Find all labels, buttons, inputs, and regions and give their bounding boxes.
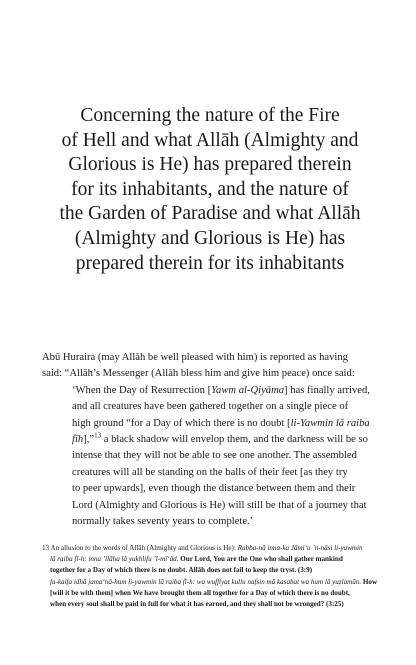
quote-text: ‘When the Day of Resurrection [ [72, 384, 212, 396]
footnote-reference[interactable]: 13 [94, 431, 102, 440]
footnote-translation: when every soul shall be paid in full for what it has earned, and they shall not be wronged? [50, 600, 325, 609]
footnotes [42, 543, 390, 610]
footnote-verse-ref: (3:9) [296, 566, 313, 575]
chapter-title-line: the Garden of Paradise and what Allāh [59, 203, 361, 225]
quote-transliteration: Yawm al-Qiyāma [211, 384, 285, 396]
footnote-line [42, 543, 390, 554]
chapter-title [40, 104, 380, 276]
quote-text: high ground “for a Day of which there is no doubt [ [72, 417, 291, 429]
footnote-line [42, 554, 390, 565]
footnote-transliteration: Rabba-nā inna-ka Jāmi‘u ’n-nāsi li-yawmin [237, 544, 363, 552]
footnote-verse-ref: (3:25) [324, 600, 344, 609]
quote-line: to peer upwards], even though the distance between them and their [72, 483, 356, 495]
quote-line: creatures will all be standing on the balls of their feet [as they try [72, 466, 348, 478]
footnote-transliteration: fa-kaifa idhā jama‘nā-hum li-yawmin lā raiba fī-h: wa wuffiyat kullu nafsin mā kasabat wa hum lā yuẓlamūn. [50, 577, 362, 586]
quote-line [72, 416, 390, 432]
footnote-translation: together for a Day of which there is no doubt. Allāh does not fail to keep the tryst. [50, 566, 297, 575]
chapter-title-line: of Hell and what Allāh (Almighty and [61, 129, 359, 151]
footnote-line [42, 588, 390, 599]
footnote-line [42, 599, 390, 610]
quote-line: intense that they will not be able to see one another. The assembled [72, 450, 357, 462]
quote-text: ] has finally arrived, [284, 384, 370, 396]
footnote-translation: [will it be with them] when We have brought them all together for a Day of which there is no doubt, [50, 588, 350, 597]
quote-transliteration: fīh [72, 434, 84, 446]
footnote-line [42, 577, 390, 588]
footnote-line [42, 565, 390, 576]
footnote-text: 13 An allusion to the words of Allāh (Almighty and Glorious is He): [42, 544, 238, 552]
footnote-transliteration: lā raiba fī-h: inna ’llāha lā yukhlifu ’l-mī‘ād. [50, 555, 179, 564]
chapter-title-line: Glorious is He) has prepared therein [68, 154, 352, 176]
quote-line [72, 383, 390, 399]
quote-text: ],” [83, 434, 95, 446]
body-text [42, 350, 390, 530]
chapter-title-line: (Almighty and Glorious is He) has [74, 227, 346, 249]
intro-line: said: “Allāh’s Messenger (Allāh bless him and give him peace) once said: [42, 368, 355, 380]
footnote-translation: How [361, 577, 378, 586]
footnote-translation: Our Lord, You are the One who shall gather mankind [178, 555, 343, 564]
chapter-title-line: Concerning the nature of the Fire [80, 105, 340, 126]
chapter-title-line: for its inhabitants, and the nature of [71, 178, 349, 200]
quote-line [72, 432, 390, 448]
hadith-quote [42, 383, 390, 531]
quote-line: Lord (Almighty and Glorious is He) will still be that of a journey that [72, 499, 367, 511]
quote-transliteration: li-Yawmin lā raiba [290, 417, 370, 429]
intro-line: Abū Huraira (may Allāh be well pleased with him) is reported as having [42, 352, 348, 363]
chapter-title-line: prepared therein for its inhabitants [75, 252, 345, 274]
quote-text: a black shadow will envelop them, and the darkness will be so [101, 434, 368, 446]
quote-line: normally takes seventy years to complete.’ [72, 516, 254, 528]
quote-line: and all creatures have been gathered together on a single piece of [72, 401, 349, 413]
